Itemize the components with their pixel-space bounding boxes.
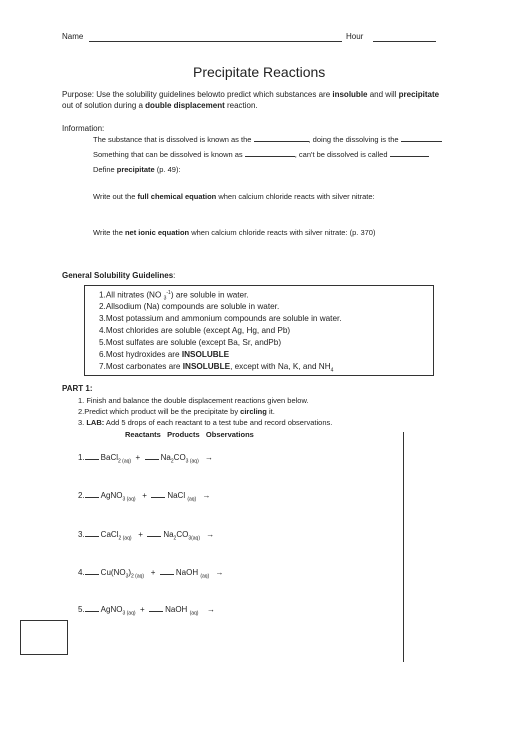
guideline-3: 3.Most potassium and ammonium compounds are soluble in water. <box>99 314 342 323</box>
coefficient-blank[interactable] <box>85 567 99 575</box>
name-field[interactable] <box>89 41 342 42</box>
coefficient-blank[interactable] <box>147 529 161 537</box>
purpose-line-2: out of solution during a double displacement reaction. <box>62 101 258 110</box>
guideline-1: 1.All nitrates (NO $^{3-1}$) are soluble in water. <box>99 290 249 302</box>
coefficient-blank[interactable] <box>85 452 99 460</box>
observations-divider <box>403 432 404 662</box>
part1-heading: PART 1: <box>62 384 93 393</box>
full-equation-prompt: Write out the full chemical equation when calcium chloride reacts with silver nitrate: <box>93 192 375 201</box>
reaction-2: 2. AgNO$_{3 (aq)}$ + NaCl $_{(aq)}$ → <box>78 491 211 503</box>
col-reactants: Reactants <box>125 430 161 439</box>
reaction-4: 4. $Cu(NO_3)_{2 (aq)}$ + NaOH $_{(aq)}$ → <box>78 568 224 580</box>
yields-arrow-icon: → <box>204 453 213 462</box>
guidelines-heading: General Solubility Guidelines: <box>62 271 176 280</box>
page-title: Precipitate Reactions <box>193 64 326 80</box>
reaction-3: 3. CaCl$_{2 (aq)}$ + $Na_2CO_{3(aq)}$ → <box>78 530 215 542</box>
solute-blank[interactable] <box>254 141 309 142</box>
coefficient-blank[interactable] <box>145 452 159 460</box>
soluble-blank[interactable] <box>245 156 295 157</box>
hour-label: Hour <box>346 32 364 41</box>
col-products: Products <box>167 430 200 439</box>
solvent-blank[interactable] <box>401 141 442 142</box>
yields-arrow-icon: → <box>206 605 215 614</box>
guideline-6: 6.Most hydroxides are INSOLUBLE <box>99 350 230 359</box>
yields-arrow-icon: → <box>215 568 224 577</box>
coefficient-blank[interactable] <box>85 490 99 498</box>
reaction-5: 5. AgNO$_{3 (aq)}$ + NaOH $_{(aq)}$ → <box>78 605 215 617</box>
coefficient-blank[interactable] <box>149 604 163 612</box>
part1-step-1: 1. Finish and balance the double displacement reactions given below. <box>78 396 309 405</box>
col-observations: Observations <box>205 430 254 439</box>
name-label: Name <box>62 32 84 41</box>
guideline-5: 5.Most sulfates are soluble (except Ba, Sr, andPb) <box>99 338 282 347</box>
coefficient-blank[interactable] <box>160 567 174 575</box>
coefficient-blank[interactable] <box>85 604 99 612</box>
coefficient-blank[interactable] <box>85 529 99 537</box>
column-headers <box>125 430 254 439</box>
insoluble-blank[interactable] <box>390 156 429 157</box>
information-heading: Information: <box>62 124 105 133</box>
guideline-2: 2.Allsodium (Na) compounds are soluble in water. <box>99 302 280 311</box>
coefficient-blank[interactable] <box>151 490 165 498</box>
hour-field[interactable] <box>373 41 436 42</box>
yields-arrow-icon: → <box>206 530 215 539</box>
answer-box[interactable] <box>20 620 68 655</box>
info-line-2: Something that can be dissolved is known as , can't be dissolved is called <box>93 150 429 159</box>
yields-arrow-icon: → <box>202 491 211 500</box>
info-line-1: The substance that is dissolved is known as the , doing the dissolving is the <box>93 135 442 144</box>
reaction-1: 1. BaCl$_{2 (aq)}$ + $Na_2CO_{3 (aq)}$ → <box>78 453 213 465</box>
guideline-4: 4.Most chlorides are soluble (except Ag, Hg, and Pb) <box>99 326 291 335</box>
guideline-7: 7.Most carbonates are INSOLUBLE, except with Na, K, and $NH_4$ <box>99 362 334 374</box>
part1-step-3: 3. LAB: Add 5 drops of each reactant to a test tube and record observations. <box>78 418 333 427</box>
net-ionic-prompt: Write the net ionic equation when calcium chloride reacts with silver nitrate: (p. 370) <box>93 228 376 237</box>
define-precipitate: Define precipitate (p. 49): <box>93 165 181 174</box>
part1-step-2: 2.Predict which product will be the precipitate by circling it. <box>78 407 275 416</box>
purpose-line-1: Purpose: Use the solubility guidelines belowto predict which substances are insoluble and will precipitate <box>62 90 440 99</box>
